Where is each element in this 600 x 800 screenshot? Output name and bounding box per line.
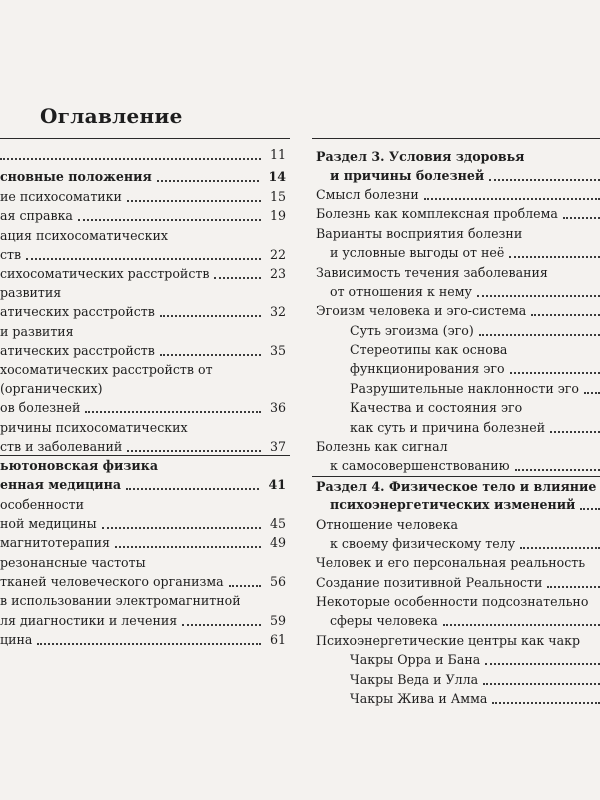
toc-entry-title: функционирования эго <box>350 361 505 376</box>
toc-entry-title: ьютоновская физика <box>0 458 158 473</box>
toc-entry <box>312 689 600 709</box>
toc-entry-page: 49 <box>269 535 286 550</box>
dot-leader <box>115 546 261 548</box>
toc-title: Оглавление <box>40 104 183 128</box>
toc-entry-title: ричины психосоматических <box>0 420 188 435</box>
toc-entry <box>312 650 600 670</box>
toc-entry <box>0 533 290 553</box>
toc-entry-title: Зависимость течения заболевания <box>316 265 548 280</box>
toc-entry-page: 14 <box>268 169 286 184</box>
toc-entry <box>312 340 600 360</box>
toc-entry <box>312 495 600 515</box>
toc-entry <box>0 379 290 399</box>
toc-entry <box>312 592 600 612</box>
toc-entry-title: Чакры Жива и Амма <box>350 691 488 706</box>
toc-entry-title: Раздел 4. Физическое тело и влияние <box>316 479 597 494</box>
toc-entry-title: атических расстройств <box>0 343 155 358</box>
toc-left-column <box>0 138 290 655</box>
toc-entry <box>312 418 600 438</box>
dot-leader <box>550 431 600 433</box>
dot-leader <box>157 180 259 182</box>
toc-entry-title: Стереотипы как основа <box>350 342 508 357</box>
toc-entry-title: Человек и его персональная реальность <box>316 555 586 570</box>
toc-entry <box>312 398 600 418</box>
toc-entry-title: магнитотерапия <box>0 535 110 550</box>
toc-entry <box>312 534 600 554</box>
toc-entry <box>312 166 600 186</box>
toc-entry <box>0 341 290 361</box>
toc-entry-title: тканей человеческого организма <box>0 574 224 589</box>
toc-entry <box>0 553 290 573</box>
toc-entry-title: сновные положения <box>0 169 152 184</box>
toc-entry <box>312 263 600 283</box>
toc-entry-title: атических расстройств <box>0 304 155 319</box>
toc-entry-page: 56 <box>269 574 286 589</box>
toc-entry <box>0 418 290 438</box>
dot-leader <box>127 200 261 202</box>
dot-leader <box>477 295 600 297</box>
toc-entry <box>0 360 290 380</box>
dot-leader <box>78 219 261 221</box>
dot-leader <box>515 469 600 471</box>
toc-entry <box>0 572 290 592</box>
toc-entry-title: ов болезней <box>0 400 81 415</box>
toc-entry <box>312 437 600 457</box>
toc-entry-title: Психоэнергетические центры как чакр <box>316 633 581 648</box>
toc-entry <box>312 553 600 573</box>
dot-leader <box>229 585 261 587</box>
toc-entry-title: Чакры Орра и Бана <box>350 652 481 667</box>
toc-entry <box>312 359 600 379</box>
toc-entry-title: ля диагностики и лечения <box>0 613 178 628</box>
toc-entry-page: 61 <box>269 632 286 647</box>
toc-entry-title: сихосоматических расстройств <box>0 266 210 281</box>
dot-leader <box>424 198 600 200</box>
toc-entry <box>312 185 600 205</box>
toc-entry-title: как суть и причина болезней <box>350 420 546 435</box>
dot-leader <box>479 334 600 336</box>
toc-entry <box>312 321 600 341</box>
dot-leader <box>510 372 600 374</box>
toc-entry-page: 19 <box>269 208 286 223</box>
toc-entry <box>312 515 600 535</box>
toc-entry-title: Суть эгоизма (эго) <box>350 323 474 338</box>
toc-entry-title: Отношение человека <box>316 517 458 532</box>
dot-leader <box>584 392 600 394</box>
toc-entry <box>312 379 600 399</box>
toc-entry <box>0 187 290 207</box>
dot-leader <box>182 624 261 626</box>
toc-entry <box>0 398 290 418</box>
toc-entry-title: Смысл болезни <box>316 187 419 202</box>
toc-entry-title: особенности <box>0 497 85 512</box>
toc-entry-page: 36 <box>269 400 286 415</box>
dot-leader <box>485 663 600 665</box>
toc-entry-title: сферы человека <box>330 613 438 628</box>
toc-entry-page: 59 <box>269 613 286 628</box>
dot-leader <box>0 158 261 160</box>
toc-entry-title: Эгоизм человека и эго-система <box>316 303 527 318</box>
dot-leader <box>483 683 600 685</box>
toc-entry <box>0 283 290 303</box>
toc-entry-title: к своему физическому телу <box>330 536 516 551</box>
toc-entry-title: и условные выгоды от неё <box>330 245 505 260</box>
toc-entry <box>0 302 290 322</box>
toc-entry <box>312 573 600 593</box>
toc-entry <box>0 611 290 631</box>
toc-entry <box>0 226 290 246</box>
toc-entry <box>312 456 600 476</box>
toc-entry-title: ация психосоматических <box>0 228 168 243</box>
toc-entry-title: ной медицины <box>0 516 97 531</box>
dot-leader <box>26 258 261 260</box>
dot-leader <box>85 411 261 413</box>
toc-entry-title: (органических) <box>0 381 103 396</box>
dot-leader <box>160 354 261 356</box>
toc-entry <box>0 322 290 342</box>
dot-leader <box>531 314 600 316</box>
dot-leader <box>492 702 600 704</box>
dot-leader <box>489 179 600 181</box>
dot-leader <box>580 508 600 510</box>
toc-entry-title: развития <box>0 285 62 300</box>
toc-entry-page: 32 <box>269 304 286 319</box>
dot-leader <box>214 277 261 279</box>
toc-entry <box>0 630 290 650</box>
toc-entry-page: 15 <box>269 189 286 204</box>
toc-entry <box>312 224 600 244</box>
dot-leader <box>127 450 261 452</box>
toc-entry-title: ие психосоматики <box>0 189 122 204</box>
toc-entry-title: хосоматических расстройств от <box>0 362 213 377</box>
toc-entry-title: от отношения к нему <box>330 284 472 299</box>
toc-entry-title: Разрушительные наклонности эго <box>350 381 579 396</box>
toc-entry <box>312 670 600 690</box>
toc-entry <box>0 264 290 284</box>
toc-entry-title: Варианты восприятия болезни <box>316 226 523 241</box>
toc-entry <box>0 591 290 611</box>
toc-entry-title: Болезнь как комплексная проблема <box>316 206 558 221</box>
toc-entry-title: и причины болезней <box>330 168 485 183</box>
toc-entry <box>312 301 600 321</box>
toc-entry <box>0 514 290 534</box>
toc-entry-page: 41 <box>268 477 286 492</box>
toc-entry-title: ая справка <box>0 208 73 223</box>
toc-entry-title: Болезнь как сигнал <box>316 439 448 454</box>
toc-entry-page: 11 <box>269 147 286 162</box>
toc-entry-page: 23 <box>269 266 286 281</box>
toc-entry <box>312 147 600 167</box>
toc-entry <box>312 282 600 302</box>
dot-leader <box>509 256 600 258</box>
toc-entry-title: ств <box>0 247 22 262</box>
dot-leader <box>160 315 261 317</box>
toc-entry <box>0 437 290 457</box>
toc-entry <box>312 476 600 497</box>
toc-entry <box>0 495 290 515</box>
toc-entry <box>312 243 600 263</box>
toc-entry-title: цина <box>0 632 33 647</box>
toc-entry-title: Качества и состояния эго <box>350 400 523 415</box>
toc-entry-title: ств и заболеваний <box>0 439 123 454</box>
dot-leader <box>563 217 600 219</box>
dot-leader <box>37 643 261 645</box>
toc-entry-title: Чакры Веда и Улла <box>350 672 479 687</box>
dot-leader <box>102 527 261 529</box>
toc-entry-title: к самосовершенствованию <box>330 458 510 473</box>
toc-entry-page: 45 <box>269 516 286 531</box>
toc-entry-page: 37 <box>269 439 286 454</box>
toc-right-column <box>312 138 600 706</box>
toc-entry-title: Некоторые особенности подсознательно <box>316 594 589 609</box>
toc-entry <box>0 206 290 226</box>
toc-entry <box>312 631 600 651</box>
toc-entry <box>0 145 290 165</box>
toc-entry <box>0 167 290 187</box>
toc-entry-title: Создание позитивной Реальности <box>316 575 543 590</box>
toc-entry-title: енная медицина <box>0 477 122 492</box>
toc-entry <box>0 455 290 476</box>
toc-entry-title: психоэнергетических изменений <box>330 497 576 512</box>
dot-leader <box>443 624 600 626</box>
toc-entry <box>0 245 290 265</box>
dot-leader <box>126 488 259 490</box>
toc-entry-page: 22 <box>269 247 286 262</box>
dot-leader <box>547 586 600 588</box>
toc-entry <box>312 611 600 631</box>
toc-entry <box>312 204 600 224</box>
toc-entry-title: в использовании электромагнитной <box>0 593 241 608</box>
toc-entry-title: резонансные частоты <box>0 555 146 570</box>
dot-leader <box>520 547 600 549</box>
toc-entry-title: и развития <box>0 324 74 339</box>
toc-entry-page: 35 <box>269 343 286 358</box>
toc-entry-title: Раздел 3. Условия здоровья <box>316 149 525 164</box>
toc-entry <box>0 475 290 495</box>
